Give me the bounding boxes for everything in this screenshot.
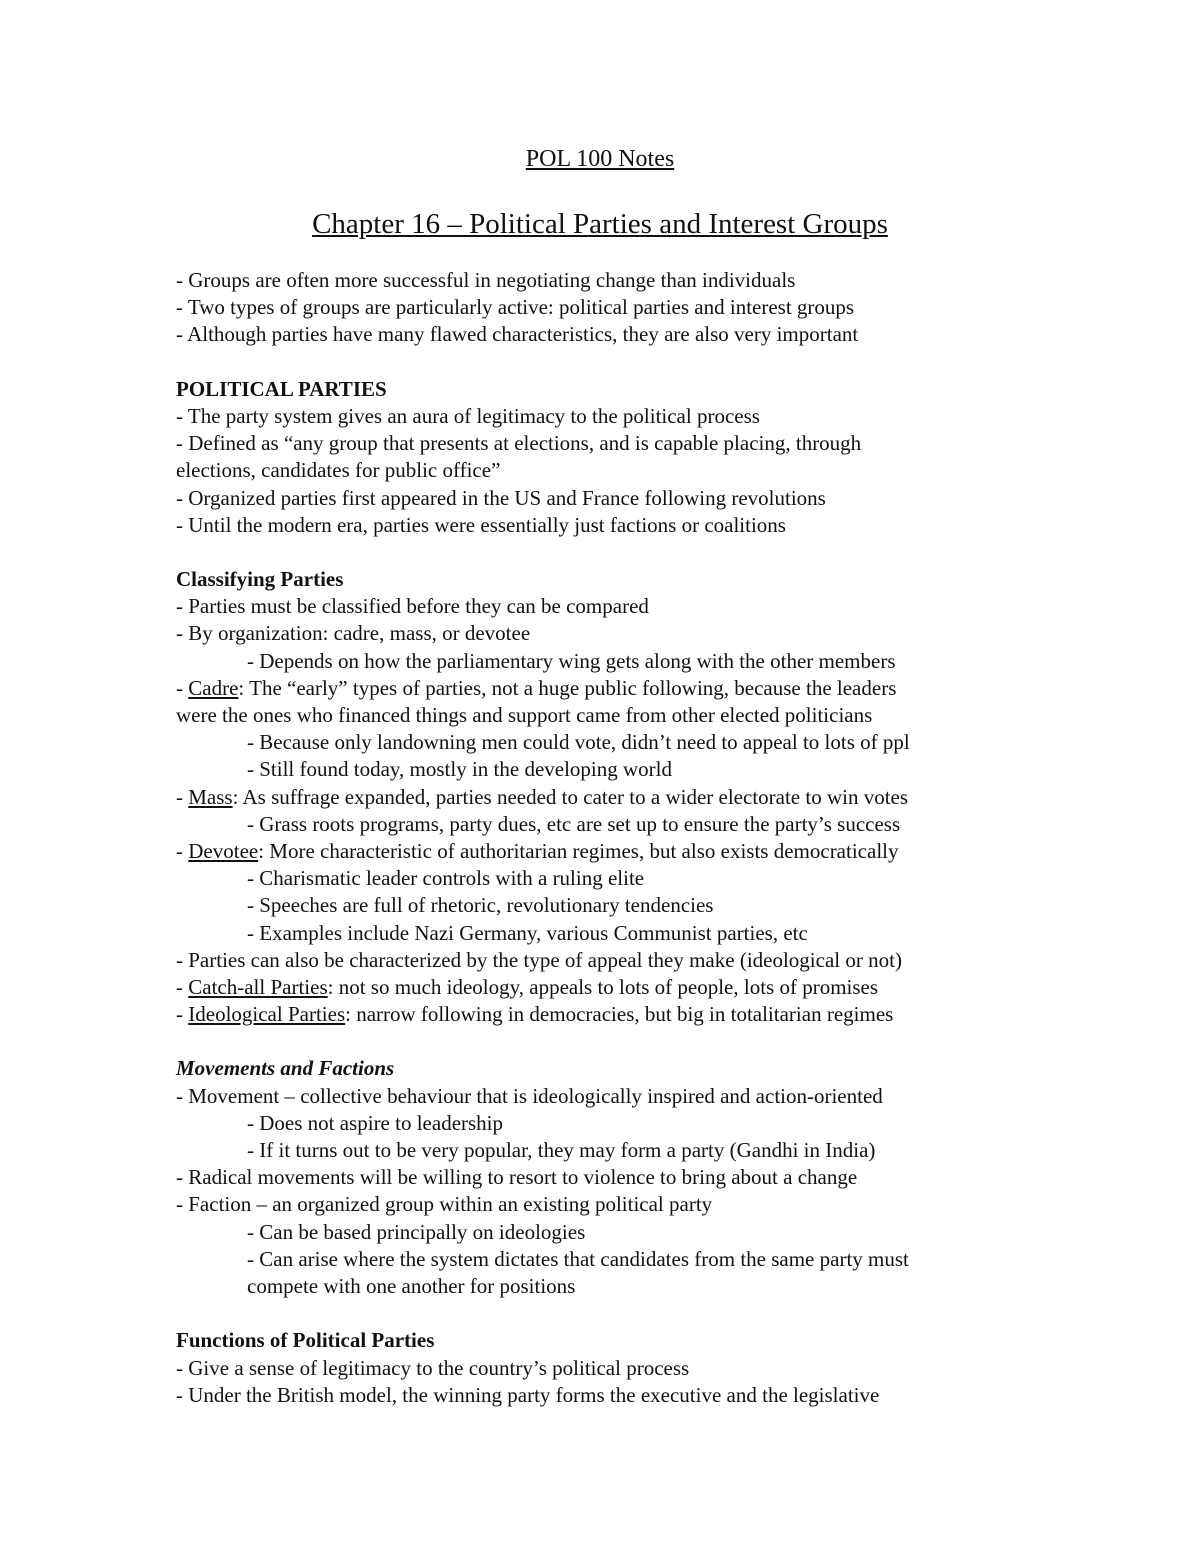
dash: - xyxy=(176,675,189,700)
sub-note-line: - Because only landowning men could vote, didn’t need to appeal to lots of ppl xyxy=(247,730,910,755)
note-line: were the ones who financed things and support came from other elected politicians xyxy=(176,703,873,727)
sub-note-line: - Speeches are full of rhetoric, revolutionary tendencies xyxy=(247,893,714,918)
term-catch-all-parties: Catch-all Parties xyxy=(188,974,328,999)
note-line-mass xyxy=(176,784,1016,811)
sub-note-line: - Grass roots programs, party dues, etc are set up to ensure the party’s success xyxy=(247,811,901,836)
term-mass: Mass xyxy=(188,784,233,809)
chapter-title: Chapter 16 – Political Parties and Interest Groups xyxy=(312,208,888,240)
term-definition: : narrow following in democracies, but big in totalitarian regimes xyxy=(345,1002,894,1027)
sub-note-line: - Does not aspire to leadership xyxy=(247,1110,504,1135)
note-line-catch-all xyxy=(176,974,1016,1001)
sub-note-line: - If it turns out to be very popular, they may form a party (Gandhi in India) xyxy=(247,1138,876,1162)
sub-note-line: - Charismatic leader controls with a ruling elite xyxy=(247,866,645,891)
note-line: - Organized parties first appeared in the US and France following revolutions xyxy=(176,485,826,510)
sub-note-line: compete with one another for positions xyxy=(247,1273,576,1298)
term-definition: : As suffrage expanded, parties needed to cater to a wider electorate to win votes xyxy=(232,784,909,809)
term-cadre: Cadre xyxy=(188,675,239,700)
intro-line: - Groups are often more successful in negotiating change than individuals xyxy=(176,268,796,292)
sub-note-line: - Can arise where the system dictates that candidates from the same party must xyxy=(247,1246,909,1271)
intro-line: - Although parties have many flawed characteristics, they are also very important xyxy=(176,322,859,347)
dash: - xyxy=(176,838,189,863)
note-line-cadre xyxy=(176,675,1016,702)
section-heading-functions: Functions of Political Parties xyxy=(176,1328,435,1353)
note-line: - Until the modern era, parties were essentially just factions or coalitions xyxy=(176,512,786,537)
dash: - xyxy=(176,974,189,999)
term-definition: : The “early” types of parties, not a huge public following, because the leaders xyxy=(238,675,897,700)
note-line: elections, candidates for public office” xyxy=(176,458,501,483)
notes-body xyxy=(176,267,1016,1409)
term-definition: : not so much ideology, appeals to lots of people, lots of promises xyxy=(327,974,879,999)
section-heading-movements: Movements and Factions xyxy=(176,1056,395,1081)
intro-line: - Two types of groups are particularly active: political parties and interest groups xyxy=(176,295,855,320)
dash: - xyxy=(176,1002,189,1027)
note-line: - Under the British model, the winning party forms the executive and the legislative xyxy=(176,1382,880,1407)
note-line: - By organization: cadre, mass, or devotee xyxy=(176,621,531,646)
section-heading-classifying: Classifying Parties xyxy=(176,567,344,592)
term-devotee: Devotee xyxy=(188,838,259,863)
note-line: - Radical movements will be willing to resort to violence to bring about a change xyxy=(176,1165,858,1190)
note-line: - Give a sense of legitimacy to the country’s political process xyxy=(176,1355,690,1380)
note-line: - Faction – an organized group within an existing political party xyxy=(176,1192,713,1217)
term-definition: : More characteristic of authoritarian regimes, but also exists democratically xyxy=(258,838,899,863)
note-line: - Parties can also be characterized by the type of appeal they make (ideological or not) xyxy=(176,947,902,972)
note-line-devotee xyxy=(176,838,1016,865)
note-line: - Movement – collective behaviour that is ideologically inspired and action-oriented xyxy=(176,1083,883,1108)
term-ideological-parties: Ideological Parties xyxy=(188,1002,346,1027)
section-heading-political-parties: POLITICAL PARTIES xyxy=(176,376,387,401)
note-line: - The party system gives an aura of legitimacy to the political process xyxy=(176,403,760,428)
sub-note-line: - Examples include Nazi Germany, various Communist parties, etc xyxy=(247,920,808,945)
note-line-ideological xyxy=(176,1001,1016,1028)
sub-note-line: - Can be based principally on ideologies xyxy=(247,1219,586,1244)
note-line: - Defined as “any group that presents at elections, and is capable placing, through xyxy=(176,431,862,456)
sub-note-line: - Still found today, mostly in the developing world xyxy=(247,757,673,782)
sub-note-line: - Depends on how the parliamentary wing gets along with the other members xyxy=(247,648,896,673)
note-line: - Parties must be classified before they can be compared xyxy=(176,594,649,619)
dash: - xyxy=(176,784,189,809)
doc-title: POL 100 Notes xyxy=(525,146,675,172)
